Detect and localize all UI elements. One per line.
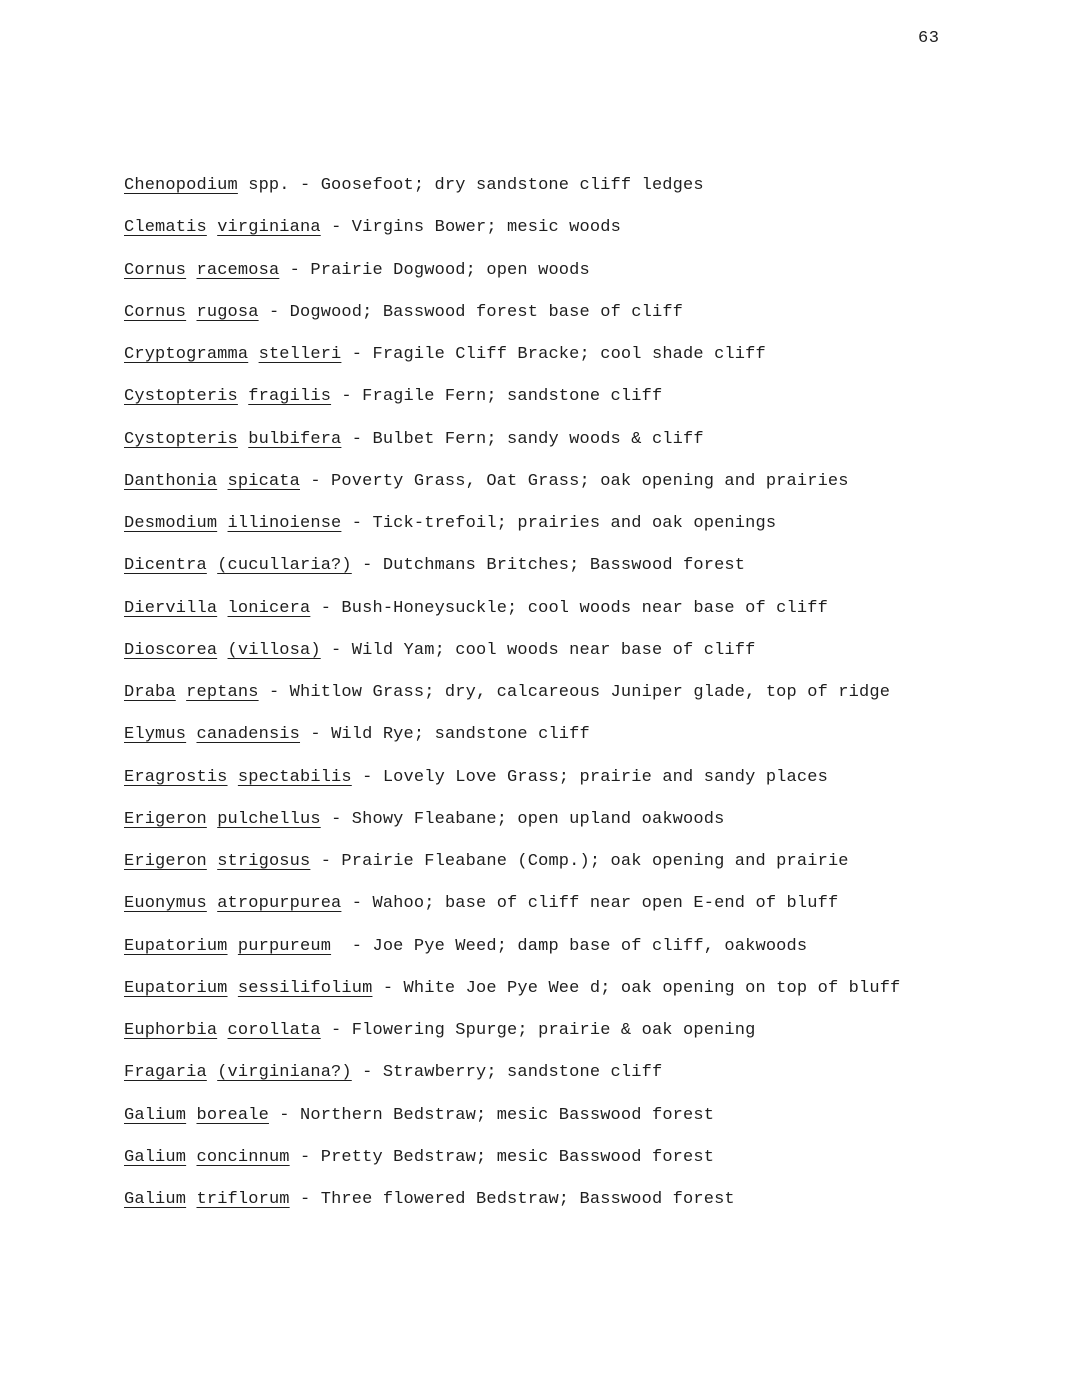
genus-name: Cryptogramma: [124, 345, 249, 364]
common-name-habitat: - Three flowered Bedstraw; Basswood forest: [289, 1190, 735, 1209]
genus-name: Galium: [124, 1105, 187, 1125]
species-entry: [124, 1146, 1044, 1188]
species-epithet: sessilifolium: [237, 978, 373, 998]
species-entry: [124, 174, 1044, 216]
common-name-habitat: - Wild Yam; cool woods near base of cliff: [320, 640, 756, 660]
common-name-habitat: - Bulbet Fern; sandy woods & cliff: [341, 429, 704, 449]
species-epithet: canadensis: [196, 725, 301, 745]
species-entry: [124, 723, 1044, 765]
genus-name: Eupatorium: [124, 936, 228, 956]
common-name-habitat: - Tick-trefoil; prairies and oak openings: [341, 514, 777, 533]
species-epithet: illinoiense: [227, 514, 342, 533]
species-epithet: lonicera: [227, 598, 311, 618]
species-epithet: virginiana: [217, 218, 321, 238]
genus-name: Dicentra: [124, 556, 207, 576]
species-epithet: reptans: [186, 683, 259, 702]
species-entry: [124, 850, 1044, 892]
common-name-habitat: - Pretty Bedstraw; mesic Basswood forest: [289, 1147, 715, 1167]
common-name-habitat: - Bush-Honeysuckle; cool woods near base of cliff: [310, 598, 828, 618]
common-name-habitat: - Strawberry; sandstone cliff: [351, 1063, 663, 1083]
species-epithet: boreale: [196, 1105, 269, 1125]
species-entry: [124, 766, 1044, 808]
common-name-habitat: - Poverty Grass, Oat Grass; oak opening and prairies: [300, 471, 849, 491]
common-name-habitat: - Whitlow Grass; dry, calcareous Juniper glade, top of ridge: [258, 683, 891, 702]
common-name-habitat: - White Joe Pye Wee d; oak opening on top of bluff: [372, 978, 901, 998]
species-entry: [124, 512, 1044, 554]
species-epithet: pulchellus: [217, 809, 321, 829]
species-entry: [124, 597, 1044, 639]
species-entry: [124, 977, 1044, 1019]
species-epithet: corollata: [227, 1021, 321, 1040]
genus-name: Fragaria: [124, 1063, 207, 1083]
genus-name: Cornus: [124, 260, 187, 280]
common-name-habitat: - Fragile Cliff Bracke; cool shade cliff: [341, 345, 766, 364]
genus-name: Diervilla: [124, 598, 218, 618]
species-entry: [124, 301, 1044, 343]
genus-name: Erigeron: [124, 809, 207, 829]
species-epithet: rugosa: [196, 302, 259, 322]
genus-name: Elymus: [124, 725, 187, 745]
genus-name: Galium: [124, 1147, 187, 1167]
genus-name: Desmodium: [124, 514, 218, 533]
genus-name: Chenopodium: [124, 176, 238, 195]
species-epithet: stelleri: [258, 345, 342, 364]
species-entry: [124, 935, 1044, 977]
species-entry: [124, 216, 1044, 258]
common-name-habitat: - Prairie Dogwood; open woods: [279, 260, 590, 280]
species-epithet: (villosa): [227, 640, 321, 660]
genus-name: Cystopteris: [124, 429, 238, 449]
species-list: [124, 174, 1044, 1230]
species-epithet: (cucullaria?): [217, 556, 352, 576]
common-name-habitat: - Showy Fleabane; open upland oakwoods: [320, 809, 725, 829]
species-entry: [124, 470, 1044, 512]
species-epithet: spicata: [227, 471, 300, 491]
genus-name: Dioscorea: [124, 640, 218, 660]
species-entry: [124, 1061, 1044, 1103]
species-entry: [124, 1188, 1044, 1230]
genus-name: Cornus: [124, 302, 187, 322]
species-epithet: spectabilis: [237, 767, 352, 787]
genus-name: Cystopteris: [124, 387, 238, 407]
common-name-habitat: spp. - Goosefoot; dry sandstone cliff ledges: [237, 176, 704, 195]
genus-name: Galium: [124, 1190, 187, 1209]
common-name-habitat: - Dutchmans Britches; Basswood forest: [351, 556, 746, 576]
species-entry: [124, 385, 1044, 427]
common-name-habitat: - Flowering Spurge; prairie & oak opening: [320, 1021, 756, 1040]
species-entry: [124, 639, 1044, 681]
species-entry: [124, 428, 1044, 470]
species-epithet: strigosus: [217, 852, 311, 871]
species-epithet: bulbifera: [248, 429, 342, 449]
species-entry: [124, 892, 1044, 934]
species-epithet: atropurpurea: [217, 894, 342, 914]
species-epithet: racemosa: [196, 260, 280, 280]
common-name-habitat: - Dogwood; Basswood forest base of cliff: [258, 302, 684, 322]
species-entry: [124, 259, 1044, 301]
common-name-habitat: - Wahoo; base of cliff near open E-end of bluff: [341, 894, 839, 914]
species-entry: [124, 681, 1044, 723]
genus-name: Euphorbia: [124, 1021, 218, 1040]
genus-name: Erigeron: [124, 852, 207, 871]
genus-name: Danthonia: [124, 471, 218, 491]
genus-name: Euonymus: [124, 894, 207, 914]
species-epithet: (virginiana?): [217, 1063, 352, 1083]
species-entry: [124, 1019, 1044, 1061]
species-entry: [124, 343, 1044, 385]
common-name-habitat: - Prairie Fleabane (Comp.); oak opening and prairie: [310, 852, 849, 871]
species-epithet: concinnum: [196, 1147, 290, 1167]
genus-name: Draba: [124, 683, 176, 702]
species-entry: [124, 808, 1044, 850]
species-epithet: triflorum: [196, 1190, 290, 1209]
species-epithet: fragilis: [248, 387, 332, 407]
genus-name: Eragrostis: [124, 767, 228, 787]
species-epithet: purpureum: [237, 936, 332, 956]
common-name-habitat: - Fragile Fern; sandstone cliff: [331, 387, 663, 407]
common-name-habitat: - Joe Pye Weed; damp base of cliff, oakwoods: [331, 936, 808, 956]
species-entry: [124, 554, 1044, 596]
genus-name: Clematis: [124, 218, 207, 238]
page-number: 63: [918, 29, 940, 48]
genus-name: Eupatorium: [124, 978, 228, 998]
species-entry: [124, 1104, 1044, 1146]
common-name-habitat: - Lovely Love Grass; prairie and sandy places: [351, 767, 828, 787]
common-name-habitat: - Virgins Bower; mesic woods: [320, 218, 621, 238]
common-name-habitat: - Northern Bedstraw; mesic Basswood forest: [268, 1105, 715, 1125]
common-name-habitat: - Wild Rye; sandstone cliff: [300, 725, 590, 745]
